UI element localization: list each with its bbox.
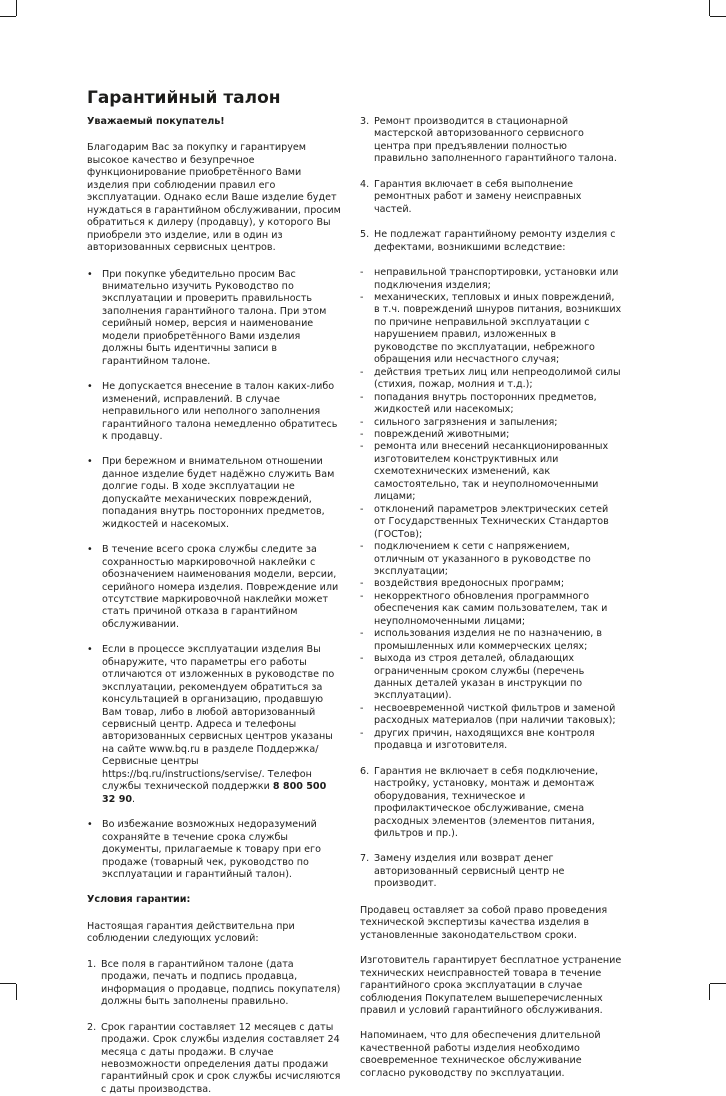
exclusion-item xyxy=(360,703,622,728)
list-item-text: Во избежание возможных недоразумений сохраняйте в течение срока службы документы, прилагаемые к товару при его продаже (товарный чек, руководство по эксплуатации и гарантийный талон). xyxy=(102,819,321,881)
list-item-text: В течение всего срока службы следите за сохранностью маркировочной наклейки с обозначением наименования модели, версии, серийного номера изделия. Повреждение или отсутствие маркировочной наклейки может стать причиной отказа в гарантийном обслуживании. xyxy=(102,544,339,630)
condition-text: Не подлежат гарантийному ремонту изделия с дефектами, возникшими вследствие: xyxy=(374,229,616,253)
dash-mark: - xyxy=(360,541,364,553)
support-phone: 8 800 500 32 90 xyxy=(102,781,327,805)
condition-number: 2. xyxy=(87,1021,97,1033)
dash-mark: - xyxy=(360,416,364,428)
condition-item xyxy=(360,229,622,254)
dash-mark: - xyxy=(360,628,364,640)
exclusion-item xyxy=(360,653,622,703)
list-item-text: Не допускается внесение в талон каких-либо изменений, исправлений. В случае неправильного или неполного заполнения гарантийного талона немедленно обратитесь к продавцу. xyxy=(102,381,338,442)
condition-number: 7. xyxy=(360,853,370,865)
condition-text: Все поля в гарантийном талоне (дата продажи, печать и подпись продавца, информация о продавце, подпись покупателя) должны быть заполнены правильно. xyxy=(101,958,341,1008)
exclusions-list xyxy=(360,267,622,753)
exclusion-item-text: подключением к сети с напряжением, отличным от указанного в руководстве по эксплуатации; xyxy=(374,541,591,577)
condition-text: Гарантия не включает в себя подключение, настройку, установку, монтаж и демонтаж оборудования, техническое и профилактическое обслуживание, смена расходных элементов (элементов питания, фильтров и пр.). xyxy=(374,765,599,840)
exclusion-item-text: сильного загрязнения и запыления; xyxy=(374,416,558,428)
list-item xyxy=(87,819,342,881)
exclusion-item xyxy=(360,591,622,628)
crop-mark-top-right xyxy=(709,0,710,16)
seller-rights-paragraph: Продавец оставляет за собой право проведения технической экспертизы качества изделия в установленные законодательством сроки. xyxy=(360,904,608,941)
exclusion-item xyxy=(360,292,622,367)
dash-mark: - xyxy=(360,267,364,279)
list-item-text xyxy=(102,644,342,806)
exclusion-item-text: механических, тепловых и иных повреждений, в т.ч. повреждений шнуров питания, возникших по причине неправильной эксплуатации с нарушением правил, изложенных в руководстве по эксплуатации, небрежного обращения или несчастного случая; xyxy=(374,291,622,366)
exclusion-item-text: попадания внутрь посторонних предметов, жидкостей или насекомых; xyxy=(374,391,597,416)
dash-mark: - xyxy=(360,441,364,453)
condition-item xyxy=(360,766,622,841)
exclusion-item xyxy=(360,267,622,292)
condition-item xyxy=(360,179,622,216)
crop-mark-right-top xyxy=(710,16,726,17)
dash-mark: - xyxy=(360,391,364,403)
exclusion-item-text: несвоевременной чисткой фильтров и заменой расходных материалов (при наличии таковых); xyxy=(374,702,616,727)
dash-mark: - xyxy=(360,702,364,714)
list-item-text: При бережном и внимательном отношении данное изделие будет надёжно служить Вам долгие годы. В ходе эксплуатации не допускайте механических повреждений, попадания внутрь посторонних предметов, жидкостей и насекомых. xyxy=(102,456,335,530)
exclusion-item-text: выхода из строя деталей, обладающих ограниченным сроком службы (перечень данных деталей указан в инструкции по эксплуатации). xyxy=(374,653,585,702)
exclusion-item xyxy=(360,441,622,503)
condition-text: Срок гарантии составляет 12 месяцев с даты продажи. Срок службы изделия составляет 24 месяца с даты продажи. В случае невозможности определения даты продажи гарантийный срок и срок службы исчисляются с даты производства. xyxy=(101,1021,341,1095)
dash-mark: - xyxy=(360,578,364,590)
crop-mark-left-top xyxy=(0,16,16,17)
bullet-mark: • xyxy=(87,456,93,468)
exclusion-item-text: воздействия вредоносных программ; xyxy=(374,578,565,590)
list-item xyxy=(87,644,342,806)
condition-number: 3. xyxy=(360,116,370,127)
exclusion-item-text: отклонений параметров электрических сетей от Государственных Технических Стандартов (ГОСТов); xyxy=(374,503,609,540)
exclusion-item-text: действия третьих лиц или непреодолимой силы (стихия, пожар, молния и т.д.); xyxy=(374,366,621,391)
exclusion-item xyxy=(360,541,622,578)
dash-mark: - xyxy=(360,503,364,515)
list-item xyxy=(87,456,342,531)
right-column xyxy=(360,116,622,1080)
list-item-text: При покупке убедительно просим Вас внимательно изучить Руководство по эксплуатации и проверить правильность заполнения гарантийного талона. При этом серийный номер, версия и наименование модели приобретённого Вами изделия должны быть идентичны записи в гарантийном талоне. xyxy=(102,268,327,367)
list-item xyxy=(87,381,342,443)
bullet-mark: • xyxy=(87,644,93,656)
condition-item xyxy=(360,853,622,890)
exclusion-item xyxy=(360,504,622,541)
condition-number: 5. xyxy=(360,229,370,241)
bullet-mark: • xyxy=(87,268,93,280)
exclusion-item xyxy=(360,628,622,653)
exclusion-item-text: ремонта или внесений несанкционированных изготовителем конструктивных или схемотехнических изменений, как самостоятельно, так и неуполномоченными лицами; xyxy=(374,441,609,503)
exclusion-item xyxy=(360,728,622,753)
crop-mark-bottom-left xyxy=(16,984,17,1000)
exclusion-item-text: неправильной транспортировки, установки или подключения изделия; xyxy=(374,267,619,291)
intro-paragraph: Благодарим Вас за покупку и гарантируем высокое качество и безупречное функционирование приобретённого Вами изделия при соблюдении правил его эксплуатации. Однако если Ваше изделие будет нуждаться в гарантийном обслуживании, просим обратиться к дилеру (продавцу), у которого Вы приобрели это изделие, или в один из авторизованных сервисных центров. xyxy=(87,142,341,254)
exclusion-item xyxy=(360,417,622,429)
crop-mark-top-left xyxy=(16,0,17,16)
bullet-mark: • xyxy=(87,381,93,393)
list-item xyxy=(87,544,342,631)
condition-number: 6. xyxy=(360,765,370,777)
dash-mark: - xyxy=(360,653,364,665)
conditions-title: Условия гарантии: xyxy=(87,894,191,906)
condition-number: 4. xyxy=(360,178,370,190)
bullet-mark: • xyxy=(87,819,93,831)
left-column xyxy=(87,116,342,1096)
support-text: Если в процессе эксплуатации изделия Вы обнаружите, что параметры его работы отличаются от изложенных в руководстве по эксплуатации, рекомендуем обратиться за консультацией в организацию, продавшую Вам товар, либо в любой авторизованный сервисный центр. Адреса и телефоны авторизованных сервисных центров указаны на сайте www.bq.ru в разделе Поддержка/Сервисные центры https://bq.ru/instructions/servise/. Телефон службы технической поддержки xyxy=(102,644,335,793)
exclusion-item-text: повреждений животными; xyxy=(374,428,510,440)
exclusion-item xyxy=(360,578,622,590)
condition-text: Ремонт производится в стационарной мастерской авторизованного сервисного центра при предъявлении полностью правильно заполненного гарантийного талона. xyxy=(374,116,617,165)
exclusion-item xyxy=(360,367,622,392)
condition-number: 1. xyxy=(87,958,97,970)
exclusion-item-text: некорректного обновления программного обеспечения как самим пользователем, так и неуполномоченными лицами; xyxy=(374,590,608,627)
dash-mark: - xyxy=(360,428,364,440)
condition-item xyxy=(87,1022,342,1096)
dash-mark: - xyxy=(360,366,364,378)
condition-item xyxy=(87,959,342,1009)
conditions-intro: Настоящая гарантия действительна при соблюдении следующих условий: xyxy=(87,920,295,945)
dash-mark: - xyxy=(360,727,364,739)
crop-mark-left-bottom xyxy=(0,983,16,984)
exclusion-item-text: использования изделия не по назначению, в промышленных или коммерческих целях; xyxy=(374,628,603,652)
page-title: Гарантийный талон xyxy=(87,88,281,108)
exclusion-item-text: других причин, находящихся вне контроля продавца и изготовителя. xyxy=(374,727,595,752)
support-text-end: . xyxy=(132,793,136,805)
exclusion-item xyxy=(360,429,622,441)
manufacturer-guarantee-paragraph: Изготовитель гарантирует бесплатное устранение технических неисправностей товара в течение гарантийного срока эксплуатации в случае соблюдения Покупателем вышеперечисленных правил и условий гарантийного обслуживания. xyxy=(360,955,622,1016)
exclusion-item xyxy=(360,392,622,417)
maintenance-reminder-paragraph: Напоминаем, что для обеспечения длительной качественной работы изделия необходимо своевременное техническое обслуживание согласно руководству по эксплуатации. xyxy=(360,1030,601,1079)
condition-text: Гарантия включает в себя выполнение ремонтных работ и замену неисправных частей. xyxy=(374,178,582,215)
crop-mark-right-bottom xyxy=(710,983,726,984)
bullet-mark: • xyxy=(87,544,93,556)
list-item xyxy=(87,269,342,369)
condition-text: Замену изделия или возврат денег авторизованный сервисный центр не производит. xyxy=(374,853,565,890)
condition-item xyxy=(360,116,622,166)
dash-mark: - xyxy=(360,590,364,602)
greeting: Уважаемый покупатель! xyxy=(87,116,225,127)
crop-mark-bottom-right xyxy=(709,984,710,1000)
dash-mark: - xyxy=(360,291,364,303)
